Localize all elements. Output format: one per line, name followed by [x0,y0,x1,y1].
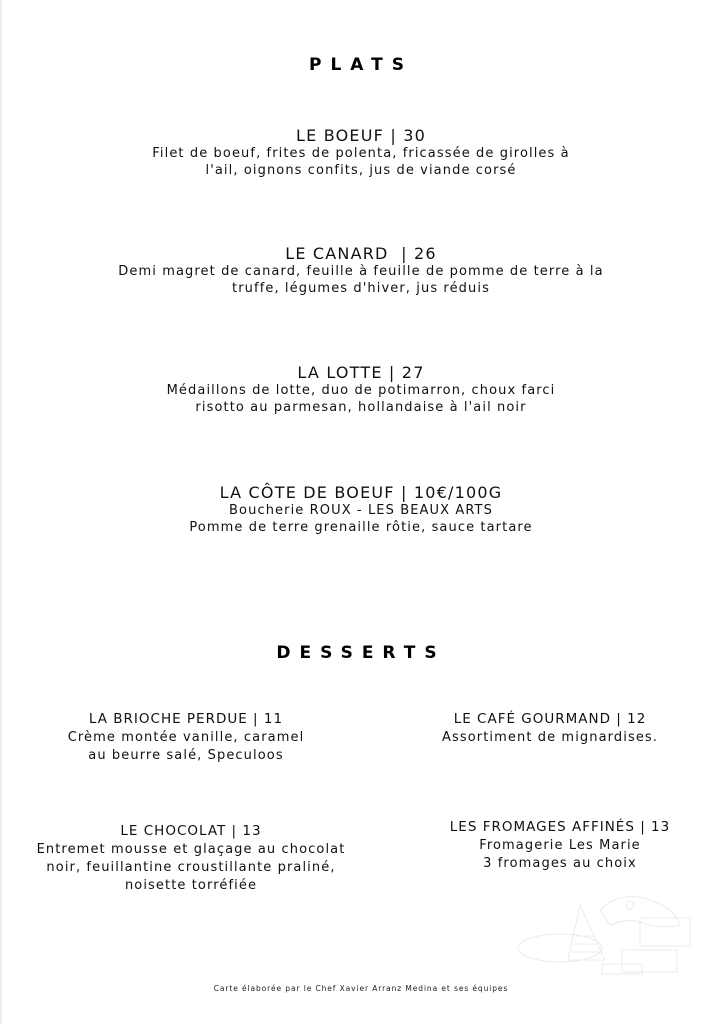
dish-name: LE CANARD | 26 [285,244,437,263]
dish-desc-line: noisette torréfiée [124,878,258,893]
chef-credit-footer: Carte élaborée par le Chef Xavier Arranz Medina et ses équipes [213,984,509,993]
dish-name: LA LOTTE | 27 [297,363,425,382]
dish-name: LE CAFÉ GOURMAND | 12 [453,711,647,727]
section-title-desserts: DESSERTS [276,643,446,663]
dish-name: LE BOEUF | 30 [296,126,426,145]
dish-name: LA CÔTE DE BOEUF | 10€/100G [219,483,503,502]
dish-desc-line: Pomme de terre grenaille rôtie, sauce tartare [189,520,533,535]
dessert-chocolat [10,822,372,895]
dish-desc-line: Assortiment de mignardises. [441,730,659,745]
dish-name: LE CHOCOLAT | 13 [120,823,262,839]
dessert-cafe-gourmand [400,710,700,747]
dish-la-cote-de-boeuf [0,483,722,536]
dish-desc-line: Fromagerie Les Marie [479,838,641,853]
dessert-fromages-affines [412,818,708,873]
dish-desc-line: Demi magret de canard, feuille à feuille de pomme de terre à la [118,264,604,279]
cheese-illustration-icon [510,880,700,975]
dish-desc-line: Médaillons de lotte, duo de potimarron, choux farci [166,383,556,398]
dish-desc-line: Entremet mousse et glaçage au chocolat [36,842,346,857]
dish-desc-line: noir, feuillantine croustillante praliné, [46,860,336,875]
dish-desc-line: au beurre salé, Speculoos [88,748,284,763]
dessert-brioche-perdue [0,710,372,765]
dish-name: LES FROMAGES AFFINÉS | 13 [449,819,671,835]
dish-desc-line: 3 fromages au choix [483,856,637,871]
dish-desc-line: risotto au parmesan, hollandaise à l'ail noir [195,400,527,415]
dish-desc-line: Filet de boeuf, frites de polenta, fricassée de girolles à [152,146,570,161]
dish-desc-line: truffe, légumes d'hiver, jus réduis [232,281,490,296]
section-title-plats: PLATS [309,55,413,75]
dish-desc-line: Crème montée vanille, caramel [67,730,305,745]
dish-le-canard [0,244,722,297]
dish-name: LA BRIOCHE PERDUE | 11 [88,711,284,727]
dish-desc-line: l'ail, oignons confits, jus de viande corsé [205,163,517,178]
dish-le-boeuf [0,126,722,179]
dish-la-lotte [0,363,722,416]
dish-desc-line: Boucherie ROUX - LES BEAUX ARTS [229,503,493,518]
